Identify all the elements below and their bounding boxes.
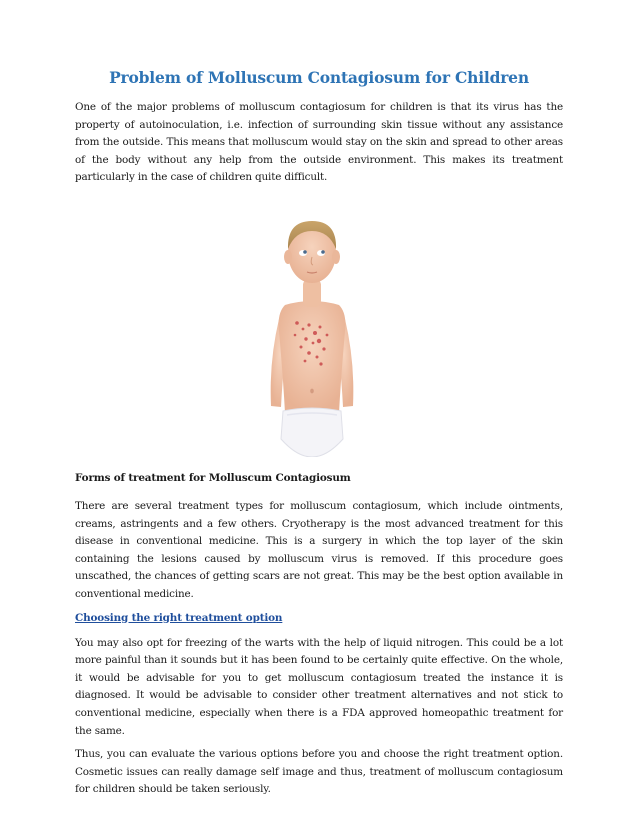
treatment-option-link[interactable]: Choosing the right treatment option — [75, 611, 283, 624]
child-photo — [257, 201, 367, 457]
section-heading: Forms of treatment for Molluscum Contagiosum — [75, 471, 351, 484]
child-illustration — [257, 201, 367, 457]
intro-paragraph: One of the major problems of molluscum contagiosum for children is that its virus has the property of autoinoculation, i.e. infection of surrounding skin tissue without any assistance from the outside. This means that molluscum would stay on the skin and spread to other areas of the body without any help from the outside environment. This makes its treatment particularly in the case of children quite difficult. — [75, 101, 563, 184]
conclusion-paragraph: Thus, you can evaluate the various options before you and choose the right treatment option. Cosmetic issues can really damage self image and thus, treatment of molluscum contagiosum for children should be taken seriously. — [75, 748, 563, 796]
page-title: Problem of Molluscum Contagiosum for Children — [109, 68, 529, 87]
freezing-paragraph: You may also opt for freezing of the warts with the help of liquid nitrogen. This could be a lot more painful than it sounds but it has been found to be certainly quite effective. On the whole, it would be advisable for you to get molluscum contagiosum treated the instance it is diagnosed. It would be advisable to consider other treatment alternatives and not stick to conventional medicine, especially when there is a FDA approved homeopathic treatment for the same. — [75, 636, 563, 737]
section-paragraph: There are several treatment types for molluscum contagiosum, which include ointments, creams, astringents and a few others. Cryotherapy is the most advanced treatment for this disease in conventional medicine. This is a surgery in which the top layer of the skin containing the lesions caused by molluscum virus is removed. If this procedure goes unscathed, the chances of getting scars are not great. This may be the best option available in conventional medicine. — [75, 499, 563, 600]
document-page — [75, 68, 563, 799]
